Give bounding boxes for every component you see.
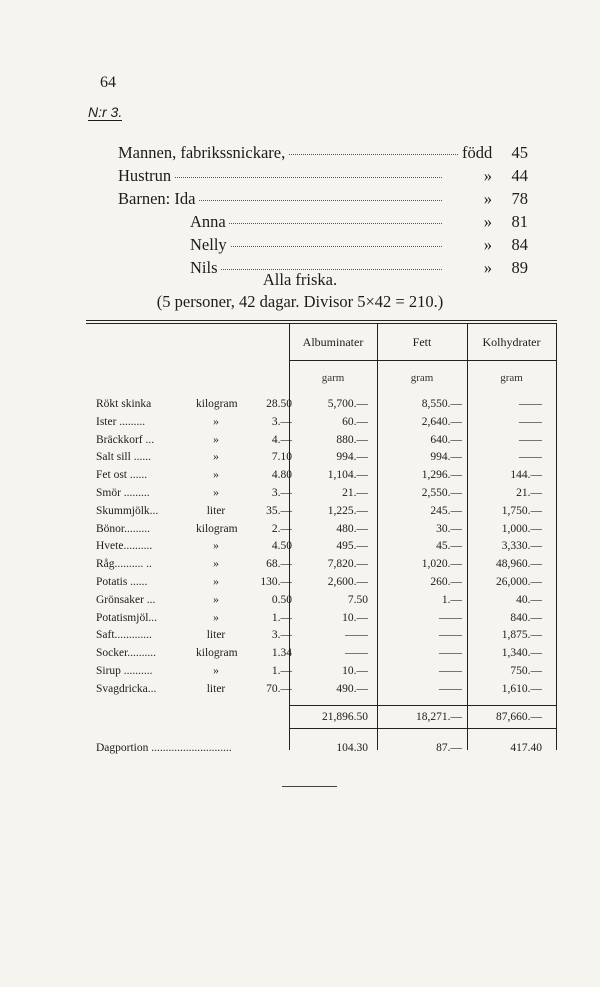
record-number-text: N:r 3. [88, 104, 123, 120]
cell-kol: 840.— [510, 611, 542, 624]
cell-alb: 60.— [342, 415, 368, 428]
cell-kol: 3,330.— [501, 540, 542, 553]
unit-label: gram [500, 372, 523, 384]
cell-qty: 68.— [266, 558, 292, 571]
cell-unit: » [213, 558, 219, 571]
unit-label: garm [321, 372, 345, 384]
cell-kol: —— [519, 433, 542, 446]
total-rule [289, 705, 556, 706]
cell-name: Grönsaker ... [96, 593, 156, 606]
cell-kol: 40.— [516, 593, 542, 606]
cell-fett: 45.— [436, 540, 462, 553]
cell-kol: 48,960.— [496, 558, 542, 571]
cell-alb: 10.— [342, 665, 368, 677]
cell-kol: —— [519, 398, 542, 410]
cell-fett: —— [439, 682, 462, 695]
cell-qty: 1.— [271, 665, 292, 677]
cell-kol: 144.— [510, 469, 542, 482]
cell-fett: 640.— [430, 433, 462, 446]
family-mark: » [483, 258, 492, 277]
column-divider [556, 323, 557, 750]
table-top-rule [86, 320, 557, 321]
cell-qty: 4.80 [271, 469, 292, 482]
cell-qty: 3.— [271, 415, 292, 428]
cell-alb: —— [345, 647, 368, 660]
cell-kol: 21.— [516, 487, 542, 499]
family-mark: född [458, 143, 492, 163]
family-label: Mannen, fabrikssnickare, [118, 143, 288, 163]
cell-qty: 2.— [271, 522, 292, 535]
cell-name: Svagdricka... [96, 682, 157, 695]
daily-fett: 87.— [436, 742, 462, 754]
cell-kol: 1,750.— [501, 504, 542, 517]
cell-unit: » [213, 665, 219, 677]
cell-qty: 1.— [271, 611, 292, 624]
family-label: Barnen: Ida [118, 189, 198, 209]
family-mark: » [483, 189, 492, 208]
total-fett: 18,271.— [416, 711, 462, 723]
column-header-kolhydrater: Kolhydrater [482, 335, 541, 349]
cell-fett: —— [439, 629, 462, 642]
header-rule [289, 360, 556, 361]
family-age: 81 [511, 212, 528, 231]
daily-albuminater: 104.30 [336, 742, 368, 754]
cell-alb: 5,700.— [327, 398, 368, 410]
cell-name: Bräckkorf ... [96, 433, 155, 446]
cell-name: Hvete.......... [96, 540, 153, 553]
family-mark: » [483, 235, 492, 254]
cell-name: Fet ost ...... [96, 469, 148, 482]
total-kolhydrater: 87,660.— [496, 711, 542, 723]
cell-fett: 994.— [430, 451, 462, 464]
cell-qty: 4.50 [271, 540, 292, 553]
family-age: 89 [511, 258, 528, 277]
cell-qty: 130.— [260, 576, 292, 588]
table-row [96, 683, 546, 704]
cell-fett: 260.— [430, 576, 462, 588]
cell-fett: 8,550.— [421, 398, 462, 410]
column-header-fett: Fett [412, 335, 432, 349]
cell-unit: kilogram [196, 647, 238, 660]
family-mark: » [483, 212, 492, 231]
cell-unit: » [213, 433, 219, 446]
cell-qty: 0.50 [271, 593, 292, 606]
daily-kolhydrater: 417.40 [510, 742, 542, 754]
family-age: 78 [511, 189, 528, 208]
cell-fett: —— [439, 647, 462, 660]
cell-alb: 480.— [336, 522, 368, 535]
cell-fett: 1.— [441, 593, 462, 606]
cell-alb: 7.50 [347, 593, 368, 606]
cell-unit: kilogram [196, 398, 238, 410]
cell-name: Sirup .......... [96, 665, 153, 677]
cell-unit: liter [206, 504, 226, 517]
cell-alb: —— [345, 629, 368, 642]
cell-alb: 10.— [342, 611, 368, 624]
cell-name: Potatismjöl... [96, 611, 158, 624]
cell-qty: 4.— [271, 433, 292, 446]
cell-name: Smör ......... [96, 487, 150, 499]
cell-unit: » [213, 469, 219, 482]
cell-alb: 2,600.— [327, 576, 368, 588]
cell-qty: 3.— [271, 629, 292, 642]
cell-kol: 750.— [510, 665, 542, 677]
cell-name: Rökt skinka [96, 398, 152, 410]
cell-unit: » [213, 576, 219, 588]
cell-kol: 1,340.— [501, 647, 542, 660]
family-line [118, 235, 528, 257]
cell-alb: 880.— [336, 433, 368, 446]
cell-kol: —— [519, 451, 542, 464]
total-rule-bottom [289, 728, 556, 729]
cell-unit: » [213, 415, 219, 428]
cell-kol: 1,000.— [501, 522, 542, 535]
cell-alb: 21.— [342, 487, 368, 499]
cell-alb: 495.— [336, 540, 368, 553]
daily-label: Dagportion ............................ [96, 742, 232, 754]
cell-unit: liter [206, 629, 226, 642]
family-label: Anna [190, 212, 229, 232]
table-top-rule-inner [86, 323, 557, 324]
cell-alb: 7,820.— [327, 558, 368, 571]
cell-unit: kilogram [196, 522, 238, 535]
cell-alb: 1,225.— [327, 504, 368, 517]
cell-qty: 7.10 [271, 451, 292, 464]
cell-qty: 1.34 [271, 647, 292, 660]
family-line [118, 189, 528, 211]
cell-name: Råg.......... .. [96, 558, 152, 571]
cell-kol: 26,000.— [496, 576, 542, 588]
family-label: Nelly [190, 235, 230, 255]
record-number [88, 104, 122, 120]
family-line [118, 143, 528, 165]
cell-fett: 2,640.— [421, 415, 462, 428]
cell-fett: —— [439, 611, 462, 624]
cell-alb: 1,104.— [327, 469, 368, 482]
status-text: Alla friska. [262, 270, 338, 289]
cell-name: Skummjölk... [96, 504, 159, 517]
cell-qty: 3.— [271, 487, 292, 499]
total-albuminater: 21,896.50 [322, 711, 368, 723]
cell-qty: 70.— [266, 682, 292, 695]
cell-name: Potatis ...... [96, 576, 148, 588]
cell-fett: 1,296.— [421, 469, 462, 482]
cell-unit: » [213, 540, 219, 553]
summary-text: (5 personer, 42 dagar. Divisor 5×42 = 210.) [156, 292, 444, 311]
cell-qty: 28.50 [266, 398, 292, 410]
family-line [118, 212, 528, 234]
family-age: 84 [511, 235, 528, 254]
end-rule [282, 786, 337, 787]
family-label: Hustrun [118, 166, 174, 186]
cell-fett: 1,020.— [421, 558, 462, 571]
family-label: Nils [190, 258, 221, 278]
cell-unit: liter [206, 682, 226, 695]
column-header-albuminater: Albuminater [302, 335, 364, 349]
cell-fett: 30.— [436, 522, 462, 535]
family-mark: » [483, 166, 492, 185]
cell-name: Salt sill ...... [96, 451, 151, 464]
cell-unit: » [213, 593, 219, 606]
cell-kol: —— [519, 415, 542, 428]
cell-kol: 1,875.— [501, 629, 542, 642]
page-number: 64 [100, 74, 116, 91]
cell-alb: 490.— [336, 682, 368, 695]
cell-name: Socker.......... [96, 647, 157, 660]
cell-qty: 35.— [266, 504, 292, 517]
cell-unit: » [213, 451, 219, 464]
family-line [118, 166, 528, 188]
cell-name: Bönor......... [96, 522, 150, 535]
cell-name: Saft............. [96, 629, 152, 642]
cell-fett: —— [439, 665, 462, 677]
family-age: 45 [511, 143, 528, 162]
cell-unit: » [213, 611, 219, 624]
cell-fett: 2,550.— [421, 487, 462, 499]
cell-kol: 1,610.— [501, 682, 542, 695]
cell-alb: 994.— [336, 451, 368, 464]
family-age: 44 [511, 166, 528, 185]
cell-name: Ister ......... [96, 415, 146, 428]
cell-unit: » [213, 487, 219, 499]
cell-fett: 245.— [430, 504, 462, 517]
unit-label: gram [410, 372, 434, 384]
